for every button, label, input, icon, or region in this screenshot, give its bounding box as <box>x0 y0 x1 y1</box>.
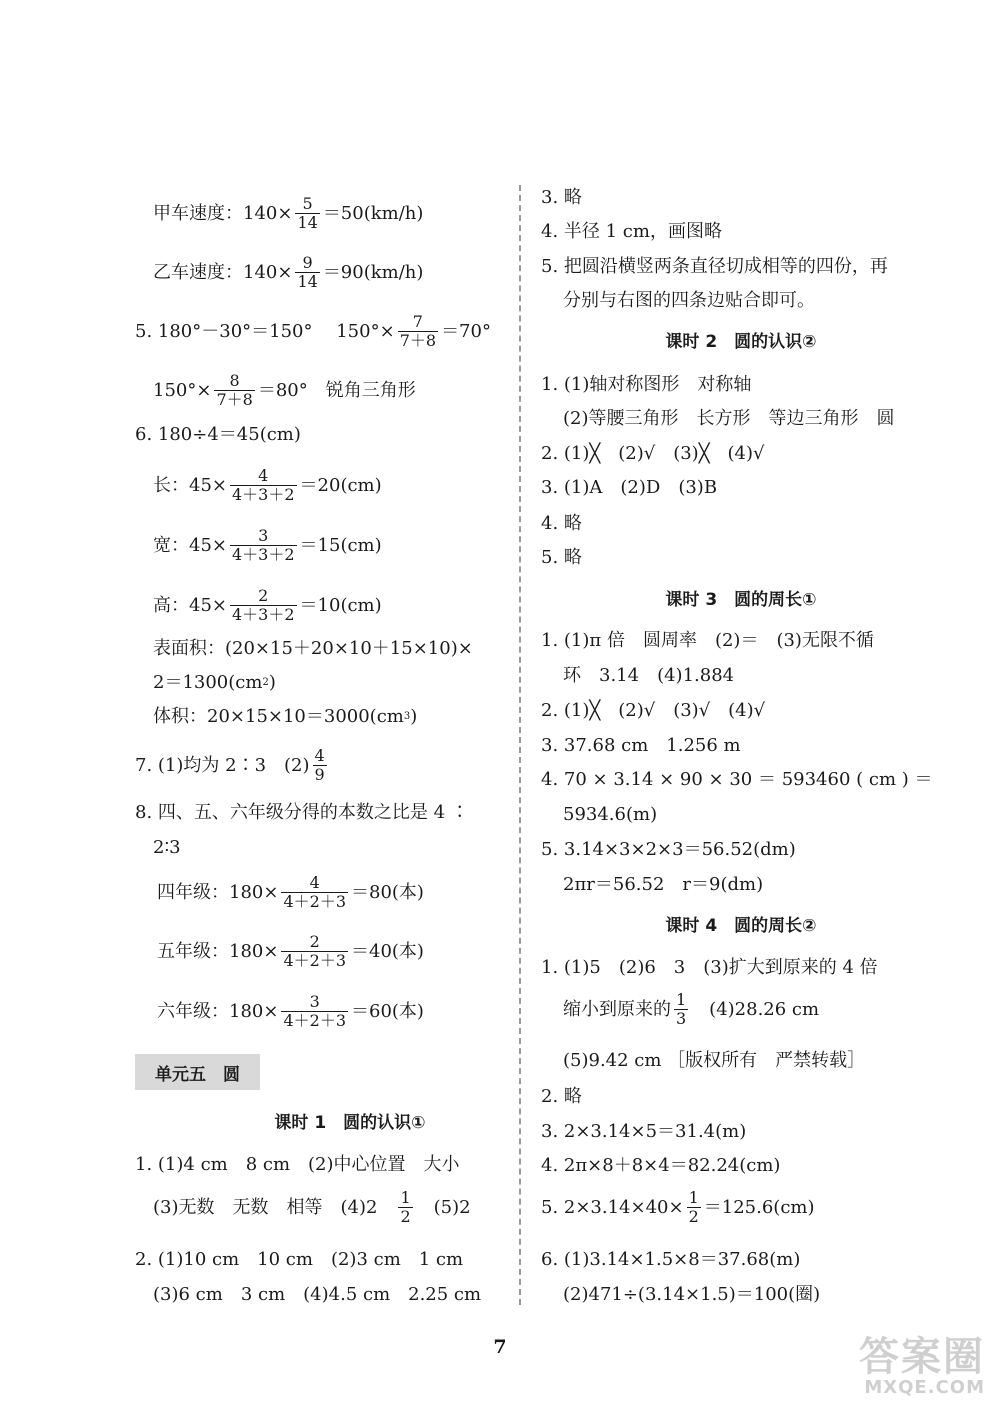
answer-line: 4. 半径 1 cm，画图略 <box>541 221 722 242</box>
answer-line: 表面积：(20×15＋20×10＋15×10)× <box>153 638 473 659</box>
answer-line: 7. (1)均为 2∶3 (2) $\frac{4}{9}$ <box>135 746 325 784</box>
answer-line: 4. 2π×8＋8×4＝82.24(cm) <box>541 1155 781 1176</box>
fraction: $\frac{3}{4+2+3}$ <box>283 992 346 1030</box>
fraction: $\frac{4}{4+3+2}$ <box>232 466 295 504</box>
fraction: $\frac{3}{4+3+2}$ <box>232 526 295 564</box>
answer-line: 6. 180÷4＝45(cm) <box>135 424 301 445</box>
answer-line: 宽：45× $\frac{3}{4+3+2}$ ＝15(cm) <box>153 526 382 564</box>
answer-line: 150°× $\frac{8}{7+8}$ ＝80° 锐角三角形 <box>153 371 416 409</box>
page-number: 7 <box>493 1336 507 1358</box>
lesson-heading: 课时 2 圆的认识② <box>665 332 817 352</box>
answer-line: (2)等腰三角形 长方形 等边三角形 圆 <box>563 408 895 429</box>
answer-line: 乙车速度：140× $\frac{9}{14}$ ＝90(km/h) <box>153 253 424 291</box>
answer-line: (3)6 cm 3 cm (4)4.5 cm 2.25 cm <box>153 1284 482 1305</box>
answer-line: 长：45× $\frac{4}{4+3+2}$ ＝20(cm) <box>153 466 382 504</box>
fraction: $\frac{2}{4+3+2}$ <box>232 586 295 624</box>
answer-line: 1. (1)轴对称图形 对称轴 <box>541 374 752 395</box>
answer-line: 甲车速度：140× $\frac{5}{14}$ ＝50(km/h) <box>153 194 424 232</box>
column-divider <box>519 185 521 1305</box>
fraction: $\frac{5}{14}$ <box>297 194 318 232</box>
unit-title: 单元五 圆 <box>135 1054 260 1090</box>
fraction: $\frac{7}{7+8}$ <box>399 312 437 350</box>
answer-line: 环 3.14 (4)1.884 <box>563 665 735 686</box>
answer-line: 六年级：180× $\frac{3}{4+2+3}$ ＝60(本) <box>157 992 424 1030</box>
answer-line: 5. 2×3.14×40× $\frac{1}{2}$ ＝125.6(cm) <box>541 1188 815 1226</box>
answer-line: 2πr＝56.52 r＝9(dm) <box>563 874 764 895</box>
fraction: $\frac{1}{2}$ <box>400 1188 411 1226</box>
answer-line: 5. 180°－30°＝150° 150°× $\frac{7}{7+8}$ ＝70° <box>135 312 491 350</box>
answer-line: 4. 70 × 3.14 × 90 × 30 ＝ 593460 ( cm ) ＝ <box>541 769 933 790</box>
answer-line: 2＝1300(cm 2 ) <box>153 672 276 693</box>
answer-line: 5. 3.14×3×2×3＝56.52(dm) <box>541 839 796 860</box>
answer-line: 3. 37.68 cm 1.256 m <box>541 735 741 756</box>
lesson-heading: 课时 4 圆的周长② <box>665 916 817 936</box>
answer-line: 5934.6(m) <box>563 804 658 825</box>
answer-line: 1. (1)π 倍 圆周率 (2)＝ (3)无限不循 <box>541 630 874 651</box>
answer-line: 缩小到原来的 $\frac{1}{3}$ (4)28.26 cm <box>563 990 820 1028</box>
answer-line: 2∶3 <box>153 837 181 858</box>
answer-line: 分别与右图的四条边贴合即可。 <box>563 290 815 311</box>
answer-line: 高：45× $\frac{2}{4+3+2}$ ＝10(cm) <box>153 586 382 624</box>
watermark-logo: 答案圈 <box>859 1334 985 1380</box>
watermark-site: MXQE.COM <box>864 1377 985 1398</box>
lesson-heading: 课时 1 圆的认识① <box>274 1113 426 1133</box>
watermark <box>818 1325 993 1405</box>
answer-line: (5)9.42 cm ［版权所有 严禁转载］ <box>563 1050 866 1071</box>
answer-line: 8. 四、五、六年级分得的本数之比是 4 ∶ <box>135 802 469 823</box>
answer-line: 4. 略 <box>541 513 582 534</box>
fraction: $\frac{1}{3}$ <box>676 990 687 1028</box>
fraction: $\frac{1}{2}$ <box>688 1188 699 1226</box>
answer-line: (3)无数 无数 相等 (4)2 $\frac{1}{2}$ (5)2 <box>153 1188 471 1226</box>
answer-line: 1. (1)5 (2)6 3 (3)扩大到原来的 4 倍 <box>541 957 878 978</box>
fraction: $\frac{4}{4+2+3}$ <box>283 873 346 911</box>
answer-line: 5. 略 <box>541 547 582 568</box>
fraction: $\frac{9}{14}$ <box>297 253 318 291</box>
answer-line: 5. 把圆沿横竖两条直径切成相等的四份，再 <box>541 256 888 277</box>
answer-line: 2. (1)10 cm 10 cm (2)3 cm 1 cm <box>135 1249 464 1270</box>
answer-line: 2. 略 <box>541 1086 582 1107</box>
fraction: $\frac{8}{7+8}$ <box>216 371 253 409</box>
answer-line: (2)471÷(3.14×1.5)＝100(圈) <box>563 1284 821 1305</box>
fraction: $\frac{2}{4+2+3}$ <box>283 932 346 970</box>
fraction: $\frac{4}{9}$ <box>314 746 325 784</box>
answer-line: 3. 2×3.14×5＝31.4(m) <box>541 1121 747 1142</box>
answer-line: 3. 略 <box>541 187 582 208</box>
answer-line: 五年级：180× $\frac{2}{4+2+3}$ ＝40(本) <box>157 932 424 970</box>
answer-line: 体积：20×15×10＝3000(cm 3 ) <box>153 706 418 727</box>
answer-line: 3. (1)A (2)D (3)B <box>541 477 718 498</box>
answer-line: 四年级：180× $\frac{4}{4+2+3}$ ＝80(本) <box>157 873 424 911</box>
answer-line: 1. (1)4 cm 8 cm (2)中心位置 大小 <box>135 1154 460 1175</box>
lesson-heading: 课时 3 圆的周长① <box>665 590 817 610</box>
answer-line: 2. (1)╳ (2)√ (3)√ (4)√ <box>541 700 766 721</box>
answer-line: 2. (1)╳ (2)√ (3)╳ (4)√ <box>541 443 765 464</box>
answer-line: 6. (1)3.14×1.5×8＝37.68(m) <box>541 1249 801 1270</box>
